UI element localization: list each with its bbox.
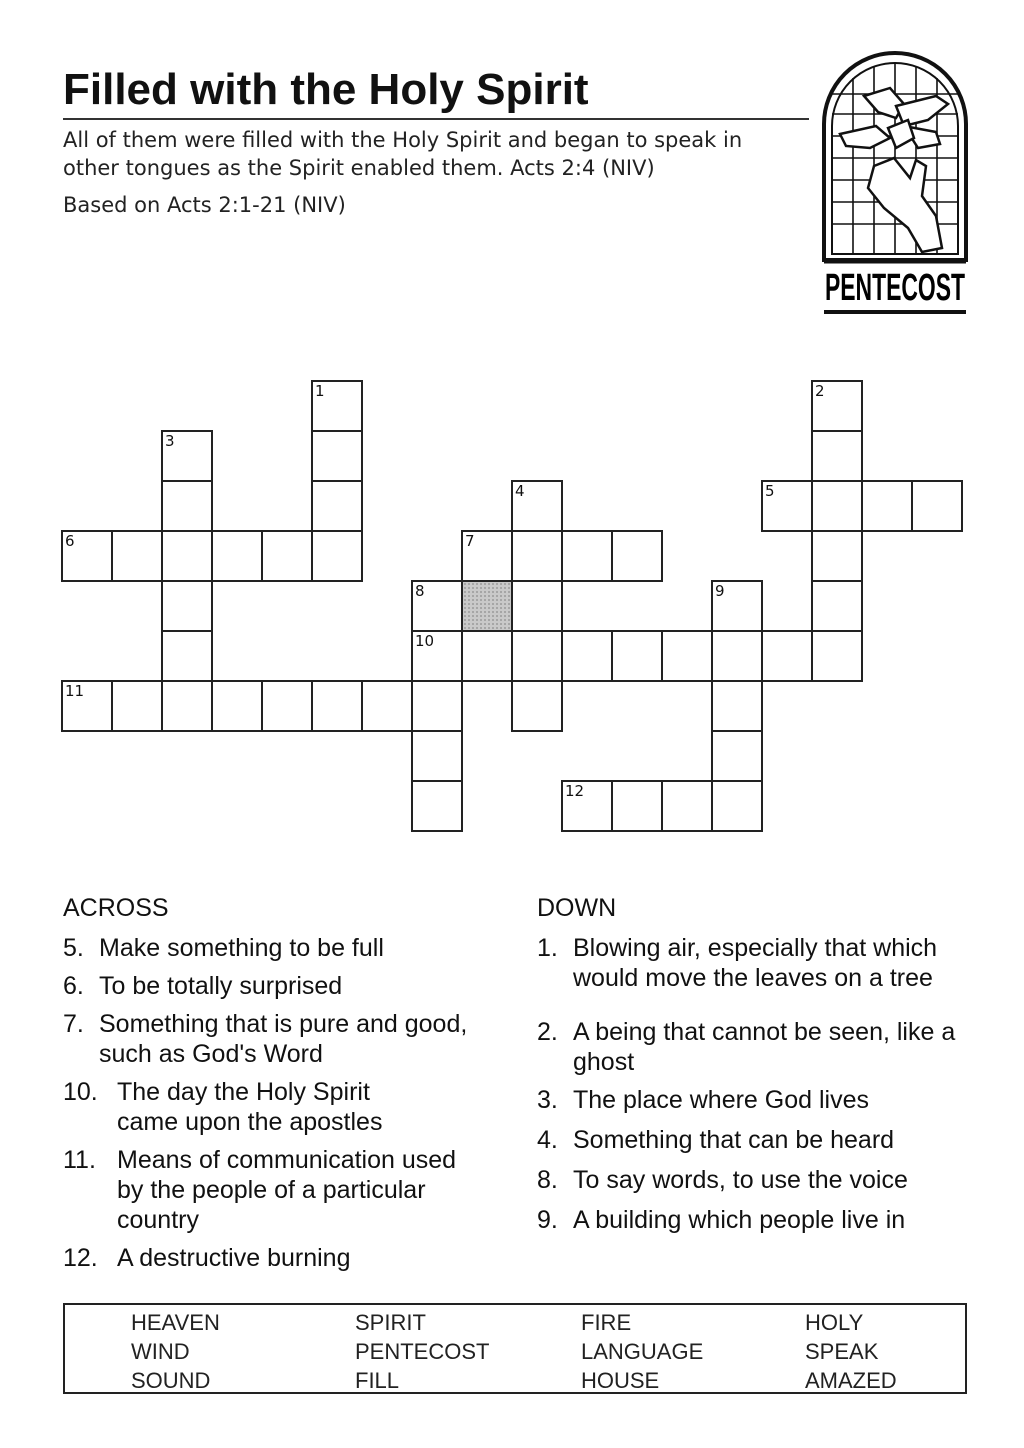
crossword-cell[interactable] — [711, 680, 763, 732]
crossword-cell[interactable] — [511, 630, 563, 682]
crossword-cell[interactable] — [811, 380, 863, 432]
clue-num: 1. — [537, 934, 558, 962]
verse-line-1: All of them were filled with the Holy Spirit and began to speak in — [63, 128, 743, 152]
crossword-cell[interactable] — [761, 630, 813, 682]
crossword-cell[interactable] — [311, 380, 363, 432]
crossword-cell[interactable] — [611, 530, 663, 582]
clue-num: 5. — [63, 934, 84, 962]
crossword-cell[interactable] — [161, 630, 213, 682]
crossword-cell[interactable] — [161, 580, 213, 632]
crossword-cell[interactable] — [311, 480, 363, 532]
word-bank — [63, 1303, 967, 1394]
crossword-cell[interactable] — [711, 630, 763, 682]
clue-text: Make something to be full — [99, 934, 384, 962]
crossword-cell[interactable] — [711, 730, 763, 782]
crossword-cell[interactable] — [211, 680, 263, 732]
word-bank-column — [805, 1308, 897, 1395]
crossword-cell[interactable] — [511, 580, 563, 632]
crossword-cell[interactable] — [861, 480, 913, 532]
clue-num: 6. — [63, 972, 84, 1000]
word-bank-word: LANGUAGE — [581, 1339, 704, 1364]
crossword-cell[interactable] — [61, 530, 113, 582]
clue-item — [537, 1205, 977, 1235]
down-clues — [537, 893, 977, 1243]
word-bank-word: SOUND — [131, 1368, 211, 1393]
clue-number: 7 — [465, 532, 475, 550]
across-clues — [63, 893, 503, 1281]
clue-item — [63, 1009, 503, 1069]
clue-num: 12. — [63, 1244, 98, 1272]
down-heading: DOWN — [537, 894, 617, 922]
crossword-cell[interactable] — [561, 530, 613, 582]
crossword-cell[interactable] — [811, 630, 863, 682]
clue-text: A building which people live in — [573, 1206, 906, 1234]
crossword-cell[interactable] — [611, 780, 663, 832]
crossword-cell[interactable] — [261, 530, 313, 582]
clue-num: 3. — [537, 1086, 558, 1114]
clue-item — [537, 933, 977, 993]
clue-number: 2 — [815, 382, 825, 400]
word-bank-word: SPIRIT — [355, 1310, 426, 1335]
clue-number: 1 — [315, 382, 325, 400]
across-heading: ACROSS — [63, 894, 169, 922]
clue-num: 10. — [63, 1078, 98, 1106]
word-bank-word: HEAVEN — [131, 1310, 220, 1335]
crossword-cell[interactable] — [511, 480, 563, 532]
word-bank-word: FILL — [355, 1368, 400, 1393]
clue-number: 5 — [765, 482, 775, 500]
clue-item — [537, 1125, 977, 1155]
clue-item — [63, 1145, 503, 1235]
crossword-cell[interactable] — [561, 630, 613, 682]
clue-num: 11. — [63, 1146, 96, 1174]
crossword-cell[interactable] — [811, 530, 863, 582]
clue-text: Blowing air, especially that which would move the leaves on a tree — [573, 934, 938, 992]
clue-number: 12 — [565, 782, 585, 800]
crossword-cell[interactable] — [561, 780, 613, 832]
crossword-cell[interactable] — [111, 530, 163, 582]
crossword-cell[interactable] — [811, 580, 863, 632]
clue-number: 3 — [165, 432, 175, 450]
crossword-cell[interactable] — [611, 630, 663, 682]
clue-number: 11 — [65, 682, 85, 700]
word-bank-column — [131, 1308, 220, 1395]
crossword-cell[interactable] — [711, 780, 763, 832]
word-bank-word: HOUSE — [581, 1368, 660, 1393]
word-bank-column — [355, 1308, 489, 1395]
word-bank-word: HOLY — [805, 1310, 864, 1335]
crossword-cell[interactable] — [911, 480, 963, 532]
word-bank-word: AMAZED — [805, 1368, 897, 1393]
crossword-cell[interactable] — [811, 430, 863, 482]
logo-wordmark: PENTECOST — [825, 267, 965, 309]
crossword-cell[interactable] — [361, 680, 413, 732]
crossword-cell[interactable] — [311, 430, 363, 482]
verse-line-2: other tongues as the Spirit enabled them. Acts 2:4 (NIV) — [63, 156, 655, 180]
crossword-cell[interactable] — [161, 430, 213, 482]
clue-text: A being that cannot be seen, like a ghost — [573, 1018, 956, 1076]
clue-num: 7. — [63, 1010, 84, 1038]
clue-text: The day the Holy Spirit came upon the apostles — [117, 1078, 383, 1136]
clue-number: 8 — [415, 582, 425, 600]
crossword-cell[interactable] — [661, 630, 713, 682]
clue-item — [537, 1165, 977, 1195]
word-bank-word: PENTECOST — [355, 1339, 490, 1364]
crossword-cell[interactable] — [261, 680, 313, 732]
crossword-cell[interactable] — [461, 530, 513, 582]
crossword-cell[interactable] — [411, 780, 463, 832]
crossword-cell[interactable] — [761, 480, 813, 532]
clue-item — [63, 971, 503, 1001]
clue-item — [63, 1077, 503, 1137]
clue-text: Something that can be heard — [573, 1126, 895, 1154]
based-on-reference: Based on Acts 2:1-21 (NIV) — [63, 193, 346, 217]
clue-num: 9. — [537, 1206, 558, 1234]
clue-item — [537, 1085, 977, 1115]
clue-number: 9 — [715, 582, 725, 600]
clue-text: To say words, to use the voice — [573, 1166, 908, 1194]
clue-text: The place where God lives — [573, 1086, 869, 1114]
word-bank-word: WIND — [131, 1339, 190, 1364]
crossword-cell[interactable] — [161, 530, 213, 582]
crossword-cell[interactable] — [161, 680, 213, 732]
crossword-cell[interactable] — [661, 780, 713, 832]
crossword-cell[interactable] — [811, 480, 863, 532]
crossword-cell[interactable] — [411, 680, 463, 732]
clue-text: Means of communication used by the people of a particular country — [117, 1146, 457, 1234]
crossword-cell[interactable] — [461, 630, 513, 682]
clue-num: 8. — [537, 1166, 558, 1194]
clue-item — [63, 933, 503, 963]
clue-item — [63, 1243, 503, 1273]
clue-item — [537, 1017, 977, 1077]
clue-number: 10 — [415, 632, 435, 650]
crossword-cell[interactable] — [111, 680, 163, 732]
crossword-cell[interactable] — [711, 580, 763, 632]
crossword-cell[interactable] — [411, 630, 463, 682]
page-title: Filled with the Holy Spirit — [63, 65, 589, 114]
shaded-cell — [461, 580, 513, 632]
crossword-cell[interactable] — [61, 680, 113, 732]
crossword-cell[interactable] — [311, 530, 363, 582]
clue-text: A destructive burning — [117, 1244, 351, 1272]
clue-number: 6 — [65, 532, 75, 550]
crossword-cell[interactable] — [161, 480, 213, 532]
clue-num: 4. — [537, 1126, 558, 1154]
clue-text: To be totally surprised — [99, 972, 343, 1000]
crossword-cell[interactable] — [311, 680, 363, 732]
crossword-cell[interactable] — [411, 730, 463, 782]
crossword-cell[interactable] — [211, 530, 263, 582]
word-bank-word: FIRE — [581, 1310, 632, 1335]
clue-text: Something that is pure and good, such as God's Word — [99, 1010, 468, 1068]
crossword-cell[interactable] — [411, 580, 463, 632]
clue-num: 2. — [537, 1018, 558, 1046]
crossword-cell[interactable] — [511, 530, 563, 582]
crossword-cell[interactable] — [511, 680, 563, 732]
word-bank-word: SPEAK — [805, 1339, 879, 1364]
clue-number: 4 — [515, 482, 525, 500]
word-bank-column — [581, 1308, 703, 1395]
